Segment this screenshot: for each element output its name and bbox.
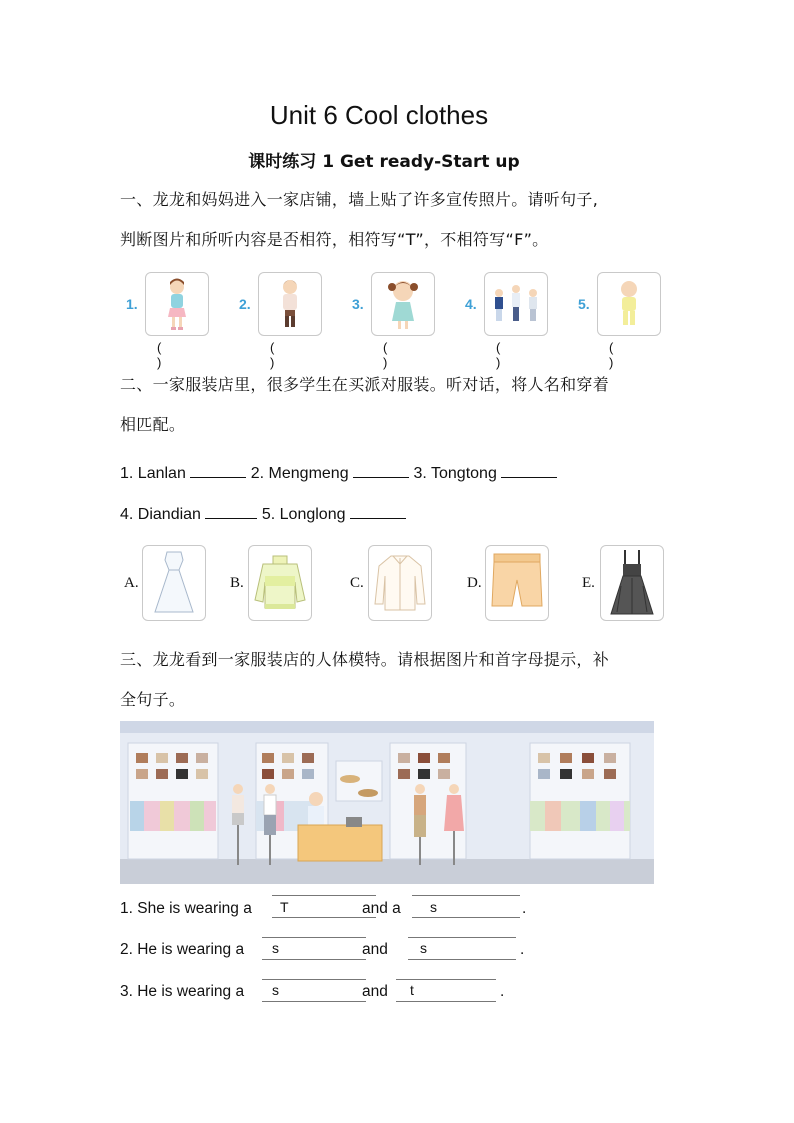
shorts-icon [486,546,548,620]
clothing-frame [248,545,312,621]
writing-line[interactable] [272,917,376,918]
clothing-shop-scene-icon [120,721,654,884]
writing-line [408,937,516,938]
pinafore-dress-icon [601,546,663,620]
student-name: 3. Tongtong [413,465,497,482]
photo-frame [597,272,661,336]
writing-line[interactable] [412,917,520,918]
option-letter: A. [124,575,139,591]
name-match-line-1 [120,462,557,483]
three-children-icon [485,273,547,335]
section2-line1: 二、一家服装店里，很多学生在买派对服装。听对话，将人名和穿着 [120,375,610,394]
writing-line[interactable] [408,959,516,960]
photo-item-5 [572,272,682,370]
student-name: 1. Lanlan [120,465,186,482]
option-letter: E. [582,575,595,591]
photo-number: 5. [578,296,590,312]
section1-picture-row [120,272,680,370]
option-letter: C. [350,575,364,591]
photo-number: 1. [126,296,138,312]
sentence-end: . [520,941,525,958]
answer-blank[interactable] [205,503,257,519]
section1-instructions [120,180,690,260]
clothing-shop-illustration [120,721,654,884]
initial-letter-hint: T [280,899,289,915]
photo-item-1 [120,272,230,370]
clothing-option-b [226,545,336,625]
sentence-connector: and a [362,900,401,917]
answer-blank[interactable] [353,462,409,478]
option-letter: B. [230,575,244,591]
girl-summer-outfit-icon [146,273,208,335]
clothing-option-d [463,545,573,625]
answer-parentheses[interactable]: ( ) [496,340,523,370]
photo-number: 4. [465,296,477,312]
clothing-option-e [578,545,688,625]
photo-frame [371,272,435,336]
student-name: 4. Diandian [120,506,201,523]
section2-line2: 相匹配。 [120,415,186,434]
sentence-lead: 2. He is wearing a [120,941,245,958]
photo-frame [145,272,209,336]
initial-letter-hint: s [420,940,427,956]
student-name: 2. Mengmeng [250,465,349,482]
clothing-frame [368,545,432,621]
student-name: 5. Longlong [261,506,346,523]
sentence-lead: 1. She is wearing a [120,900,252,917]
writing-line [272,895,376,896]
photo-item-4 [459,272,569,370]
clothing-options-row [120,545,680,625]
lesson-subtitle: 课时练习 1 Get ready-Start up [248,152,520,172]
answer-parentheses[interactable]: ( ) [157,340,184,370]
photo-frame [258,272,322,336]
section3-instructions [120,640,690,720]
clothing-option-a [120,545,230,625]
writing-line[interactable] [262,1001,366,1002]
photo-item-3 [346,272,456,370]
photo-number: 2. [239,296,251,312]
shirt-icon [369,546,431,620]
sentence-1 [120,900,252,918]
option-letter: D. [467,575,482,591]
writing-line[interactable] [396,1001,496,1002]
sentence-3 [120,983,244,1001]
answer-parentheses[interactable]: ( ) [383,340,410,370]
photo-number: 3. [352,296,364,312]
photo-item-2 [233,272,343,370]
clothing-frame [600,545,664,621]
sweater-icon [249,546,311,620]
boy-shirt-icon [259,273,321,335]
worksheet-title: Unit 6 Cool clothes [269,100,489,130]
answer-parentheses[interactable]: ( ) [270,340,297,370]
section3-line2: 全句子。 [120,690,186,709]
sentence-lead: 3. He is wearing a [120,983,245,1000]
sentence-connector: and [362,941,388,958]
boy-yellow-outfit-icon [598,273,660,335]
section1-line1: 一、龙龙和妈妈进入一家店铺，墙上贴了许多宣传照片。请听句子, [120,190,599,209]
clothing-frame [142,545,206,621]
writing-line [396,979,496,980]
initial-letter-hint: s [430,899,437,915]
writing-line[interactable] [262,959,366,960]
sentence-2 [120,941,244,959]
clothing-option-c [346,545,456,625]
initial-letter-hint: s [272,982,279,998]
clothing-frame [485,545,549,621]
answer-parentheses[interactable]: ( ) [609,340,636,370]
answer-blank[interactable] [190,462,246,478]
section1-line2: 判断图片和所听内容是否相符，相符写“T”，不相符写“F”。 [120,230,549,249]
answer-blank[interactable] [350,503,406,519]
sentence-connector: and [362,983,388,1000]
answer-blank[interactable] [501,462,557,478]
name-match-line-2 [120,503,406,524]
writing-line [262,937,366,938]
photo-frame [484,272,548,336]
dress-icon [143,546,205,620]
girl-dress-icon [372,273,434,335]
initial-letter-hint: t [410,982,414,998]
section3-line1: 三、龙龙看到一家服装店的人体模特。请根据图片和首字母提示，补 [120,650,610,669]
writing-line [262,979,366,980]
section2-instructions [120,365,690,445]
writing-line [412,895,520,896]
sentence-end: . [522,900,527,917]
sentence-end: . [500,983,505,1000]
initial-letter-hint: s [272,940,279,956]
